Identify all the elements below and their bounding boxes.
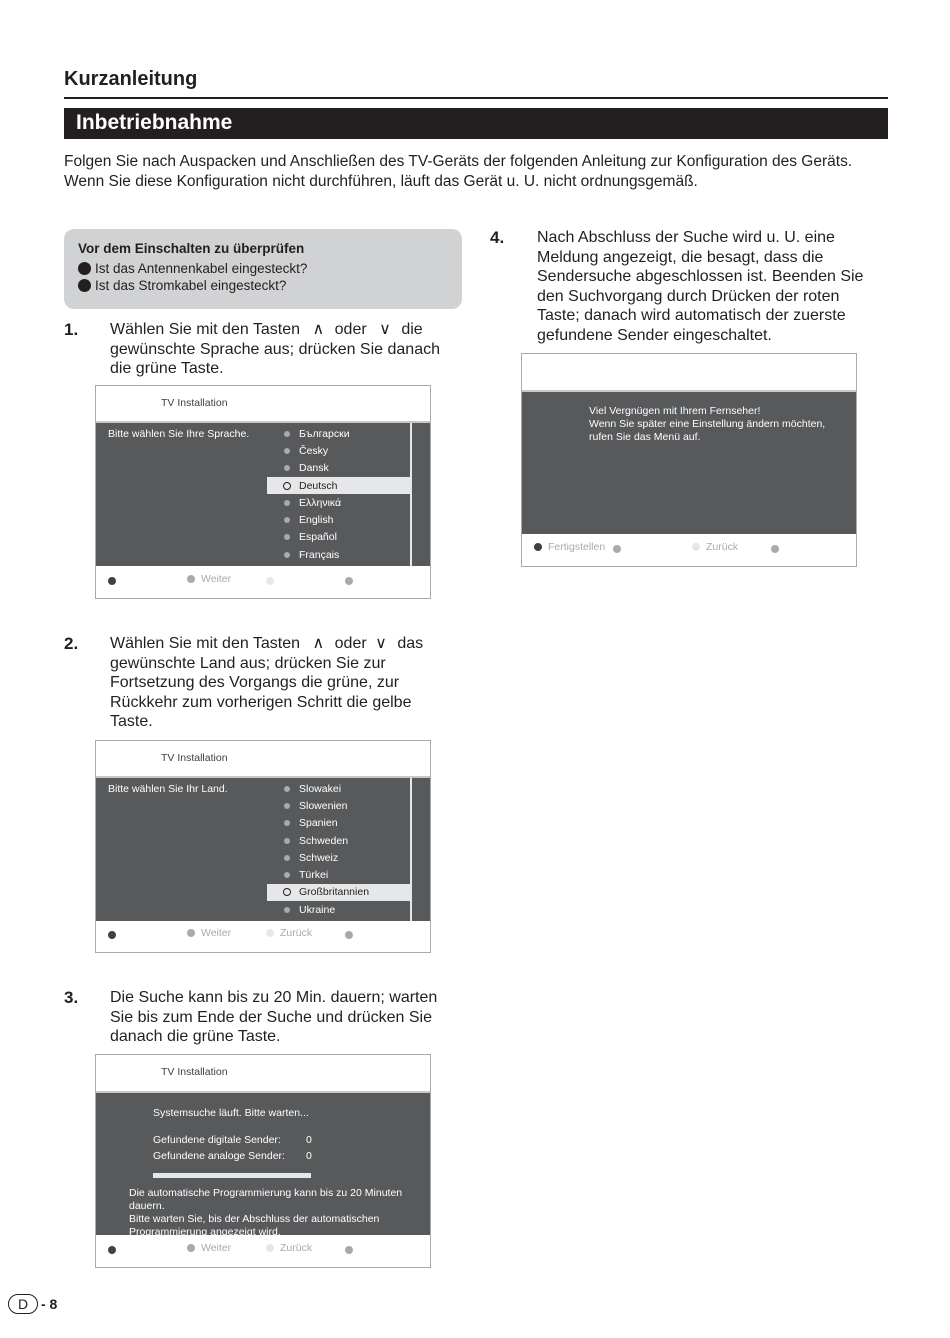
step-text-part: die: [401, 321, 423, 338]
scrollbar[interactable]: [410, 778, 412, 921]
yellow-button-label: Zurück: [280, 1242, 313, 1254]
bullet-icon: [78, 262, 91, 275]
radio-selected-icon: [283, 482, 291, 490]
step-line: danach die grüne Taste.: [110, 1028, 281, 1045]
green-button[interactable]: [187, 573, 231, 585]
green-dot-icon: [187, 575, 195, 583]
tv-screen-body: [522, 392, 856, 534]
blue-dot-icon: [345, 931, 353, 939]
blue-button[interactable]: [771, 545, 785, 553]
pre-check-item-label: Ist das Stromkabel eingesteckt?: [95, 278, 287, 293]
intro-line: Folgen Sie nach Auspacken und Anschließen des TV-Geräts der folgenden Anleitung zur Konfiguration des Geräts.: [64, 153, 853, 170]
tv-screen-prompt: Bitte wählen Sie Ihr Land.: [108, 783, 228, 795]
list-item-label: Schweden: [299, 834, 349, 847]
list-item[interactable]: [267, 529, 410, 546]
finish-message: [589, 405, 825, 444]
green-dot-icon: [187, 1244, 195, 1252]
yellow-button[interactable]: [266, 577, 280, 585]
list-bullet-icon: [284, 552, 290, 558]
list-item[interactable]: [267, 780, 410, 797]
step-line: den Suchvorgang durch Drücken der roten: [537, 287, 840, 305]
step-2-text: [110, 634, 470, 732]
list-item[interactable]: [267, 797, 410, 814]
list-item[interactable]: [267, 849, 410, 866]
search-status: Systemsuche läuft. Bitte warten...: [153, 1107, 309, 1119]
step-line: die grüne Taste.: [110, 360, 224, 377]
finish-message-line: rufen Sie das Menü auf.: [589, 431, 701, 443]
pre-check-box: [64, 229, 462, 309]
list-bullet-icon: [284, 786, 290, 792]
step-line: [110, 320, 470, 340]
tv-screen-header: [96, 386, 430, 423]
intro-line: Wenn Sie diese Konfiguration nicht durchführen, läuft das Gerät u. U. nicht ordnungsgemäß.: [64, 173, 698, 190]
step-text-part: das: [397, 635, 424, 652]
green-button[interactable]: [187, 927, 231, 939]
yellow-dot-icon: [266, 1244, 274, 1252]
pre-check-item: [78, 260, 448, 277]
yellow-button[interactable]: [266, 927, 312, 939]
tv-screen-finished: [521, 353, 857, 567]
step-line: Sie bis zum Ende der Suche und drücken Sie: [110, 1008, 432, 1026]
tv-screen-body: [96, 778, 430, 921]
step-text-part: oder: [334, 635, 367, 652]
list-item[interactable]: [267, 866, 410, 883]
step-number: 3.: [64, 988, 79, 1007]
step-3-text: [110, 988, 470, 1047]
list-item[interactable]: [267, 832, 410, 849]
blue-button[interactable]: [345, 931, 359, 939]
section-divider: [64, 97, 888, 99]
red-button[interactable]: [108, 931, 122, 939]
blue-button[interactable]: [345, 1246, 359, 1254]
red-button[interactable]: [108, 577, 122, 585]
step-number: 2.: [64, 634, 79, 653]
list-bullet-icon: [284, 820, 290, 826]
tv-screen-search: [95, 1054, 431, 1268]
list-item[interactable]: [267, 460, 410, 477]
search-note-line: Programmierung angezeigt wird.: [129, 1226, 281, 1238]
list-item-label: Großbritannien: [299, 886, 370, 899]
list-bullet-icon: [284, 465, 290, 471]
list-bullet-icon: [284, 803, 290, 809]
scrollbar[interactable]: [410, 423, 412, 566]
list-bullet-icon: [284, 907, 290, 913]
finish-message-line: Viel Vergnügen mit Ihrem Fernseher!: [589, 405, 761, 417]
green-button-label: Weiter: [201, 927, 232, 939]
list-bullet-icon: [284, 534, 290, 540]
search-progress-bar: [153, 1173, 311, 1178]
list-item[interactable]: [267, 815, 410, 832]
yellow-dot-icon: [266, 929, 274, 937]
tv-screen-footer: [96, 565, 430, 598]
step-line: Taste; danach wird automatisch der zuerste: [537, 307, 846, 324]
pre-check-item: [78, 277, 448, 294]
chapter-title: Inbetriebnahme: [64, 108, 888, 139]
search-note: [129, 1187, 430, 1239]
step-text-part: Wählen Sie mit den Tasten: [110, 635, 301, 652]
tv-screen-footer: [522, 533, 856, 566]
up-arrow-icon: ∧: [312, 635, 325, 652]
list-item[interactable]: [267, 511, 410, 528]
yellow-button[interactable]: [266, 1242, 312, 1254]
step-4-text: [537, 228, 897, 345]
radio-selected-icon: [283, 888, 291, 896]
yellow-dot-icon: [692, 543, 700, 551]
list-item-label: English: [299, 514, 334, 527]
step-line: Fortsetzung des Vorgangs die grüne, zur: [110, 674, 400, 691]
yellow-button-label: Zurück: [280, 927, 313, 939]
finish-message-line: Wenn Sie später eine Einstellung ändern möchten,: [589, 418, 826, 430]
green-button-label: Weiter: [201, 1242, 232, 1254]
list-item[interactable]: [267, 442, 410, 459]
list-item-label: Türkei: [299, 869, 329, 882]
list-item-label: Español: [299, 531, 337, 544]
step-line: gefundene Sender eingeschaltet.: [537, 326, 772, 344]
pre-check-item-label: Ist das Antennenkabel eingesteckt?: [95, 261, 308, 276]
red-dot-icon: [108, 577, 116, 585]
country-list: [267, 780, 410, 918]
tv-screen-header: [96, 741, 430, 778]
red-dot-icon: [108, 931, 116, 939]
list-item[interactable]: [267, 494, 410, 511]
intro-paragraph: [64, 152, 894, 192]
red-dot-icon: [534, 543, 542, 551]
list-item-label: Slowenien: [299, 799, 348, 812]
green-dot-icon: [187, 929, 195, 937]
step-line: [110, 634, 470, 654]
language-code-badge: D: [8, 1294, 38, 1314]
analog-channels-value: 0: [306, 1150, 312, 1162]
search-note-line: Bitte warten Sie, bis der Abschluss der automatischen: [129, 1213, 380, 1225]
analog-channels-label: Gefundene analoge Sender:: [153, 1150, 285, 1162]
list-item[interactable]: [267, 546, 410, 563]
digital-channels-value: 0: [306, 1134, 312, 1146]
yellow-dot-icon: [266, 577, 274, 585]
list-bullet-icon: [284, 855, 290, 861]
list-item-label: Ελληνικά: [299, 496, 342, 509]
tv-screen-country: [95, 740, 431, 953]
list-bullet-icon: [284, 431, 290, 437]
bullet-icon: [78, 279, 91, 292]
blue-dot-icon: [345, 1246, 353, 1254]
step-text-part: Wählen Sie mit den Tasten: [110, 321, 301, 338]
green-button[interactable]: [613, 545, 627, 553]
list-item-label: Deutsch: [299, 479, 338, 492]
digital-channels-label: Gefundene digitale Sender:: [153, 1134, 281, 1146]
section-title: Kurzanleitung: [64, 68, 198, 90]
list-bullet-icon: [284, 517, 290, 523]
down-arrow-icon: ∨: [379, 321, 391, 338]
down-arrow-icon: ∨: [375, 635, 387, 652]
step-line: gewünschte Sprache aus; drücken Sie danach: [110, 340, 440, 358]
red-dot-icon: [108, 1246, 116, 1254]
red-button[interactable]: [108, 1246, 122, 1254]
list-item-label: Ukraine: [299, 903, 336, 916]
tv-screen-title: TV Installation: [161, 752, 228, 764]
tv-screen-header: [522, 354, 856, 392]
list-item-label: Dansk: [299, 462, 329, 475]
list-bullet-icon: [284, 872, 290, 878]
step-line: gewünschte Land aus; drücken Sie zur: [110, 654, 386, 672]
list-bullet-icon: [284, 838, 290, 844]
tv-screen-footer: [96, 1234, 430, 1267]
green-button[interactable]: [187, 1242, 231, 1254]
tv-screen-body: [96, 1093, 430, 1238]
step-line: Taste.: [110, 713, 153, 730]
tv-screen-language: [95, 385, 431, 599]
step-number: 1.: [64, 320, 79, 339]
list-item[interactable]: [267, 425, 410, 442]
step-line: Meldung angezeigt, die besagt, dass die: [537, 248, 824, 266]
language-list: [267, 425, 410, 563]
tv-screen-footer: [96, 919, 430, 952]
blue-button[interactable]: [345, 577, 359, 585]
list-bullet-icon: [284, 448, 290, 454]
step-text-part: oder: [334, 321, 367, 338]
blue-dot-icon: [771, 545, 779, 553]
blue-dot-icon: [345, 577, 353, 585]
list-item[interactable]: [267, 901, 410, 918]
tv-screen-header: [96, 1055, 430, 1093]
up-arrow-icon: ∧: [312, 321, 325, 338]
list-item-label: Spanien: [299, 817, 338, 830]
search-note-line: Die automatische Programmierung kann bis zu 20 Minuten dauern.: [129, 1187, 403, 1212]
list-bullet-icon: [284, 500, 290, 506]
list-item-selected[interactable]: [267, 884, 410, 901]
step-line: Die Suche kann bis zu 20 Min. dauern; warten: [110, 989, 438, 1006]
step-number: 4.: [490, 228, 505, 247]
step-line: Sendersuche abgeschlossen ist. Beenden Sie: [537, 268, 864, 285]
pre-check-title: Vor dem Einschalten zu überprüfen: [78, 241, 305, 256]
page-number: - 8: [41, 1296, 58, 1312]
tv-screen-title: TV Installation: [161, 397, 228, 409]
list-item-label: Schweiz: [299, 851, 339, 864]
step-line: Rückkehr zum vorherigen Schritt die gelbe: [110, 693, 412, 711]
list-item-label: Français: [299, 548, 340, 561]
tv-screen-title: TV Installation: [161, 1066, 228, 1078]
list-item-selected[interactable]: [267, 477, 410, 494]
green-dot-icon: [613, 545, 621, 553]
red-button[interactable]: [534, 541, 605, 553]
list-item-label: Slowakei: [299, 782, 342, 795]
step-1-text: [110, 320, 470, 379]
tv-screen-body: [96, 423, 430, 566]
list-item-label: Български: [299, 427, 350, 440]
green-button-label: Weiter: [201, 573, 232, 585]
tv-screen-prompt: Bitte wählen Sie Ihre Sprache.: [108, 428, 250, 440]
yellow-button[interactable]: [692, 541, 738, 553]
list-item-label: Česky: [299, 444, 329, 457]
yellow-button-label: Zurück: [706, 541, 739, 553]
step-line: Nach Abschluss der Suche wird u. U. eine: [537, 229, 835, 246]
red-button-label: Fertigstellen: [548, 541, 606, 553]
